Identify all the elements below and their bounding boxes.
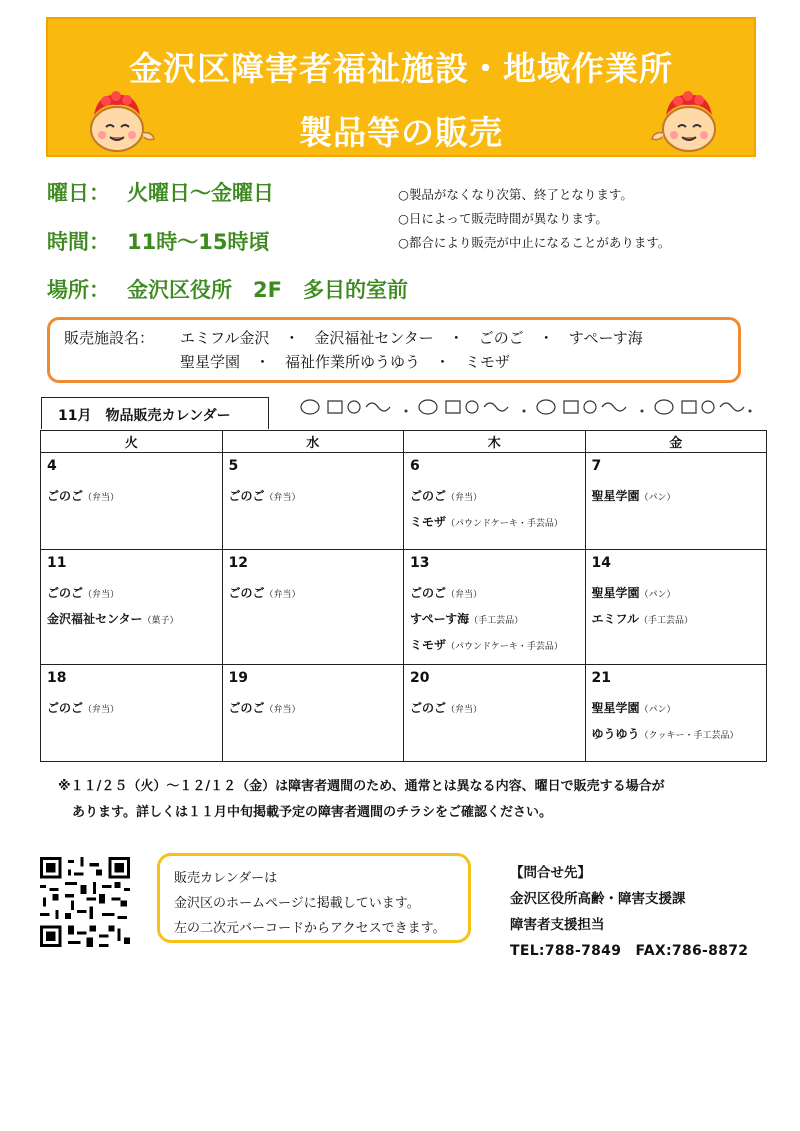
product-type: （弁当） bbox=[83, 705, 120, 715]
calendar-day-cell bbox=[41, 665, 223, 762]
product-type: （手工芸品） bbox=[639, 616, 694, 626]
day-number: 5 bbox=[228, 458, 239, 474]
product-type: （クッキー・手工芸品） bbox=[639, 731, 739, 741]
vendor-name: ごのご bbox=[228, 701, 265, 715]
product-type: （弁当） bbox=[264, 705, 301, 715]
sales-entry bbox=[410, 581, 579, 607]
product-type: （パン） bbox=[639, 590, 676, 600]
sales-entry bbox=[592, 581, 761, 607]
product-type: （弁当） bbox=[264, 493, 301, 503]
calendar-day-cell bbox=[222, 453, 404, 550]
day-number: 21 bbox=[591, 670, 611, 686]
weekday-header: 金 bbox=[585, 431, 767, 453]
facilities-box bbox=[47, 317, 741, 383]
note-item: ○日によって販売時間が異なります。 bbox=[398, 211, 608, 226]
facilities-label: 販売施設名： bbox=[64, 329, 155, 347]
sales-entry bbox=[410, 510, 579, 536]
product-type: （弁当） bbox=[446, 590, 483, 600]
vendor-name: ゆうゆう bbox=[591, 727, 640, 741]
time-line bbox=[47, 226, 269, 256]
contact-section: 障害者支援担当 bbox=[510, 917, 605, 933]
vendor-name: すぺーす海 bbox=[410, 612, 470, 626]
vendor-name: ごのご bbox=[228, 586, 265, 600]
vendor-name: ごのご bbox=[410, 489, 447, 503]
vendor-name: ごのご bbox=[410, 586, 447, 600]
weekday-header: 木 bbox=[404, 431, 586, 453]
day-number: 19 bbox=[228, 670, 248, 686]
sales-entry bbox=[592, 722, 761, 748]
calendar-day-cell bbox=[585, 550, 767, 665]
contact-department: 金沢区役所高齢・障害支援課 bbox=[510, 891, 686, 907]
calendar-day-cell bbox=[404, 550, 586, 665]
place-label: 場所： bbox=[47, 278, 110, 302]
time-label: 時間： bbox=[47, 230, 110, 254]
product-type: （パウンドケーキ・手芸品） bbox=[446, 642, 563, 652]
note-item: ○製品がなくなり次第、終了となります。 bbox=[398, 187, 633, 202]
day-number: 6 bbox=[410, 458, 420, 474]
vendor-name: ごのご bbox=[47, 701, 84, 715]
facilities-line-1: エミフル金沢 ・ 金沢福祉センター ・ ごのご ・ すぺーす海 bbox=[180, 329, 643, 347]
product-type: （パン） bbox=[639, 493, 676, 503]
time-value: 11時～15時頃 bbox=[127, 230, 270, 254]
calendar-day-cell bbox=[41, 550, 223, 665]
callout-line-3: 左の二次元バーコードからアクセスできます。 bbox=[174, 921, 446, 936]
days-line bbox=[47, 177, 274, 207]
place-value: 金沢区役所 2F 多目的室前 bbox=[127, 278, 408, 302]
contact-phone-fax: TEL:788-7849 FAX:786-8872 bbox=[510, 943, 749, 959]
contact-heading: 【問合せ先】 bbox=[510, 865, 591, 881]
mascot-character-icon bbox=[648, 85, 730, 155]
vendor-name: ごのご bbox=[228, 489, 265, 503]
product-type: （弁当） bbox=[264, 590, 301, 600]
product-type: （弁当） bbox=[83, 493, 120, 503]
day-number: 12 bbox=[228, 555, 248, 571]
sales-entry bbox=[410, 484, 579, 510]
title-banner bbox=[46, 17, 756, 157]
callout-line-1: 販売カレンダーは bbox=[174, 871, 278, 886]
calendar-info-callout bbox=[157, 853, 471, 943]
vendor-name: エミフル bbox=[591, 612, 640, 626]
product-type: （菓子） bbox=[142, 616, 179, 626]
weekday-header: 水 bbox=[222, 431, 404, 453]
note-item: ○都合により販売が中止になることがあります。 bbox=[398, 235, 671, 250]
product-type: （手工芸品） bbox=[469, 616, 524, 626]
calendar-day-cell bbox=[222, 550, 404, 665]
footnote-line-1: ※１１/２５（火）～１２/１２（金）は障害者週間のため、通常とは異なる内容、曜日で販売する場合が bbox=[58, 779, 665, 794]
sales-entry bbox=[229, 696, 398, 722]
callout-line-2: 金沢区のホームページに掲載しています。 bbox=[174, 896, 420, 911]
product-type: （弁当） bbox=[446, 705, 483, 715]
calendar-week-row bbox=[41, 453, 767, 550]
sales-entry bbox=[592, 696, 761, 722]
day-number: 20 bbox=[410, 670, 430, 686]
place-line bbox=[47, 274, 408, 304]
product-type: （パン） bbox=[639, 705, 676, 715]
vendor-name: ミモザ bbox=[410, 638, 447, 652]
vendor-name: 聖星学園 bbox=[591, 701, 640, 715]
product-type: （弁当） bbox=[83, 590, 120, 600]
sales-entry bbox=[47, 696, 216, 722]
sales-entry bbox=[229, 484, 398, 510]
qr-code-icon[interactable] bbox=[40, 857, 130, 947]
day-number: 14 bbox=[591, 555, 611, 571]
days-label: 曜日： bbox=[47, 181, 110, 205]
sales-entry bbox=[47, 484, 216, 510]
notes-list bbox=[398, 183, 670, 255]
sales-calendar-table bbox=[40, 430, 767, 762]
day-number: 13 bbox=[410, 555, 430, 571]
footnote bbox=[58, 774, 758, 826]
calendar-day-cell bbox=[41, 453, 223, 550]
mascot-character-icon bbox=[76, 85, 158, 155]
sales-entry bbox=[47, 607, 216, 633]
sales-entry bbox=[592, 607, 761, 633]
title-line-1: 金沢区障害者福祉施設・地域作業所 bbox=[129, 49, 673, 88]
facilities-line-2: 聖星学園 ・ 福祉作業所ゆうゆう ・ ミモザ bbox=[180, 353, 511, 371]
day-number: 18 bbox=[47, 670, 67, 686]
vendor-name: ごのご bbox=[410, 701, 447, 715]
days-value: 火曜日～金曜日 bbox=[127, 181, 274, 205]
calendar-day-cell bbox=[585, 453, 767, 550]
food-decoration-icon bbox=[296, 393, 756, 421]
vendor-name: ごのご bbox=[47, 586, 84, 600]
sales-entry bbox=[47, 581, 216, 607]
product-type: （弁当） bbox=[446, 493, 483, 503]
calendar-day-cell bbox=[404, 665, 586, 762]
vendor-name: 聖星学園 bbox=[591, 586, 640, 600]
sales-entry bbox=[592, 484, 761, 510]
sales-entry bbox=[410, 633, 579, 659]
vendor-name: 聖星学園 bbox=[591, 489, 640, 503]
product-type: （パウンドケーキ・手芸品） bbox=[446, 519, 563, 529]
day-number: 11 bbox=[47, 555, 67, 571]
title-line-2: 製品等の販売 bbox=[299, 113, 503, 152]
day-number: 7 bbox=[591, 458, 602, 474]
footnote-line-2: あります。詳しくは１１月中旬掲載予定の障害者週間のチラシをご確認ください。 bbox=[72, 805, 552, 820]
vendor-name: 金沢福祉センター bbox=[47, 612, 143, 626]
sales-entry bbox=[229, 581, 398, 607]
day-number: 4 bbox=[47, 458, 57, 474]
calendar-day-cell bbox=[404, 453, 586, 550]
calendar-title: 11月 物品販売カレンダー bbox=[41, 397, 269, 429]
vendor-name: ミモザ bbox=[410, 515, 447, 529]
calendar-week-row bbox=[41, 550, 767, 665]
sales-entry bbox=[410, 607, 579, 633]
calendar-week-row bbox=[41, 665, 767, 762]
vendor-name: ごのご bbox=[47, 489, 84, 503]
contact-info bbox=[510, 860, 748, 964]
calendar-header-row bbox=[41, 431, 767, 453]
sales-entry bbox=[410, 696, 579, 722]
calendar-day-cell bbox=[222, 665, 404, 762]
calendar-day-cell bbox=[585, 665, 767, 762]
weekday-header: 火 bbox=[41, 431, 223, 453]
